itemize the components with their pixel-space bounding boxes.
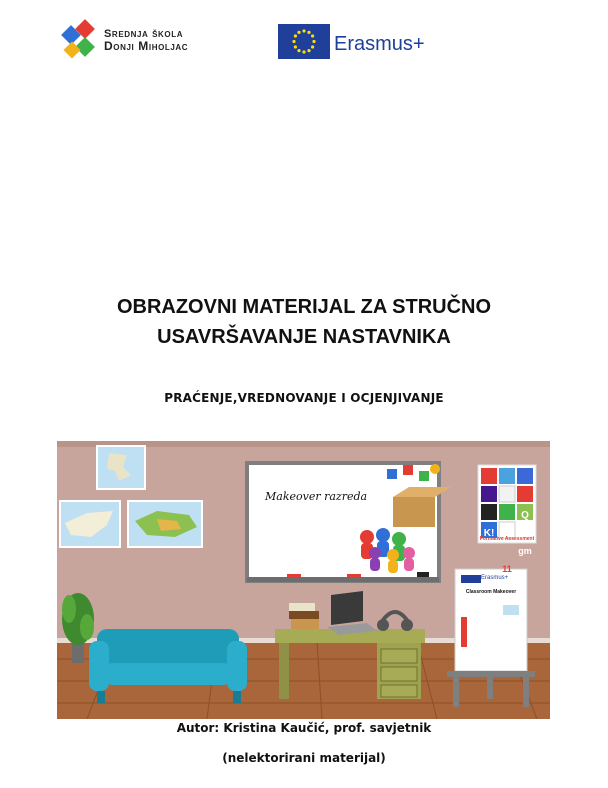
school-logo [60, 18, 230, 62]
author-line: Autor: Kristina Kaučić, prof. savjetnik [176, 721, 432, 735]
app-tile-gm: gm [518, 546, 532, 556]
erasmus-logo [278, 24, 448, 60]
school-name-line1: Srednja škola [104, 28, 184, 40]
title-line-2: USAVRŠAVANJE NASTAVNIKA [157, 326, 451, 348]
school-name-line2: Donji Miholjac [104, 39, 189, 53]
map-greece [97, 446, 145, 489]
poster-title: Classroom Makeover [465, 589, 517, 595]
map-madeira [128, 501, 202, 547]
whiteboard-text: Makeover razreda [265, 490, 368, 503]
erasmus-label: Erasmus+ [334, 33, 425, 55]
school-logo-icon [60, 18, 100, 62]
classroom-illustration [57, 441, 550, 719]
map-cyprus [60, 501, 120, 547]
books-icon [289, 603, 319, 629]
app-tile-kahoot: K! [483, 528, 495, 539]
document-subtitle: PRAĆENJE,VREDNOVANJE I OCJENJIVANJE [164, 391, 444, 405]
document-title [0, 292, 608, 352]
app-tile-quizlet: Q [521, 510, 529, 521]
app-tiles-footer: Formative Assessment [479, 536, 535, 542]
poster-erasmus-label: Erasmus+ [481, 575, 509, 581]
title-line-1: OBRAZOVNI MATERIJAL ZA STRUČNO [116, 296, 492, 318]
note-line: (nelektorirani materijal) [222, 751, 386, 765]
eu-flag-icon [278, 24, 330, 59]
app-tile-eleven: 11 [502, 564, 512, 574]
school-name [104, 28, 188, 52]
